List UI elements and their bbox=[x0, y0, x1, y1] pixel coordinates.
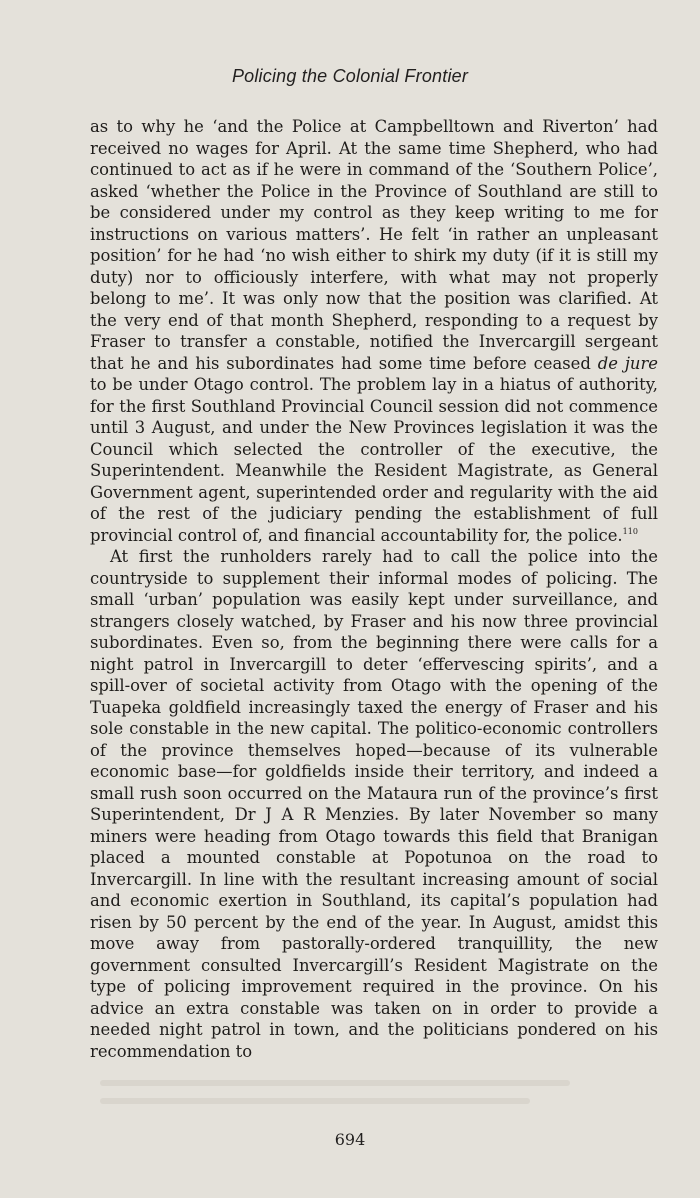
footnote-marker: 110 bbox=[622, 526, 638, 536]
page-number: 694 bbox=[334, 1130, 366, 1149]
italic-phrase: de jure bbox=[597, 353, 658, 373]
show-through-line bbox=[100, 1098, 530, 1104]
running-head: Policing the Colonial Frontier bbox=[231, 66, 469, 86]
show-through-line bbox=[100, 1080, 570, 1086]
paragraph-1-text-b: to be under Otago control. The problem lay in a hiatus of authority, for the first Southland Provincial Council session did not commence until 3 August, and under the New Provinces legislation it was the Council which selected the controller of the executive, the Superintendent. Meanwhile the Resident Magistrate, as General Government agent, superintended order and regularity with the aid of the rest of the judiciary pending the establishment of full provincial control of, and financial accountability for, the police. bbox=[90, 375, 658, 545]
paragraph-1-text-a: as to why he ‘and the Police at Campbelltown and Riverton’ had received no wages for April. At the same time Shepherd, who had continued to act as if he were in command of the ‘Southern Police’, asked ‘whether the Police in the Province of Southland are still to be considered under my control as they keep writing to me for instructions on various matters’. He felt ‘in rather an unpleasant position’ for he had ‘no wish either to shirk my duty (if it is still my duty) nor to officiously interfere, with what may not properly belong to me’. It was only now that the position was clarified. At the very end of that month Shepherd, responding to a request by Fraser to transfer a constable, notified the Invercargill sergeant that he and his subordinates had some time before ceased bbox=[90, 117, 658, 373]
paragraph-2: At first the runholders rarely had to call the police into the countryside to supplement their informal modes of policing. The small ‘urban’ population was easily kept under surveillance, and strangers closely watched, by Fraser and his now three provincial subordinates. Even so, from the beginning there were calls for a night patrol in Invercargill to deter ‘effervescing spirits’, and a spill-over of societal activity from Otago with the opening of the Tuapeka goldfield increasingly taxed the energy of Fraser and his sole constable in the new capital. The politico-economic controllers of the province themselves hoped—because of its vulnerable economic base—for goldfields inside their territory, and indeed a small rush soon occurred on the Mataura run of the province’s first Superintendent, Dr J A R Menzies. By later November so many miners were heading from Otago towards this field that Branigan placed a mounted constable at Popotunoa on the road to Invercargill. In line with the resultant increasing amount of social and economic exertion in Southland, its capital’s population had risen by 50 percent by the end of the year. In August, amidst this move away from pastorally-ordered tranquillity, the new government consulted Invercargill’s Resident Magistrate on the type of policing improvement required in the province. On his advice an extra constable was taken on in order to provide a needed night patrol in town, and the politicians pondered on his recommendation to bbox=[90, 547, 658, 1061]
paragraph-1 bbox=[90, 116, 658, 546]
body-text bbox=[90, 116, 658, 1062]
